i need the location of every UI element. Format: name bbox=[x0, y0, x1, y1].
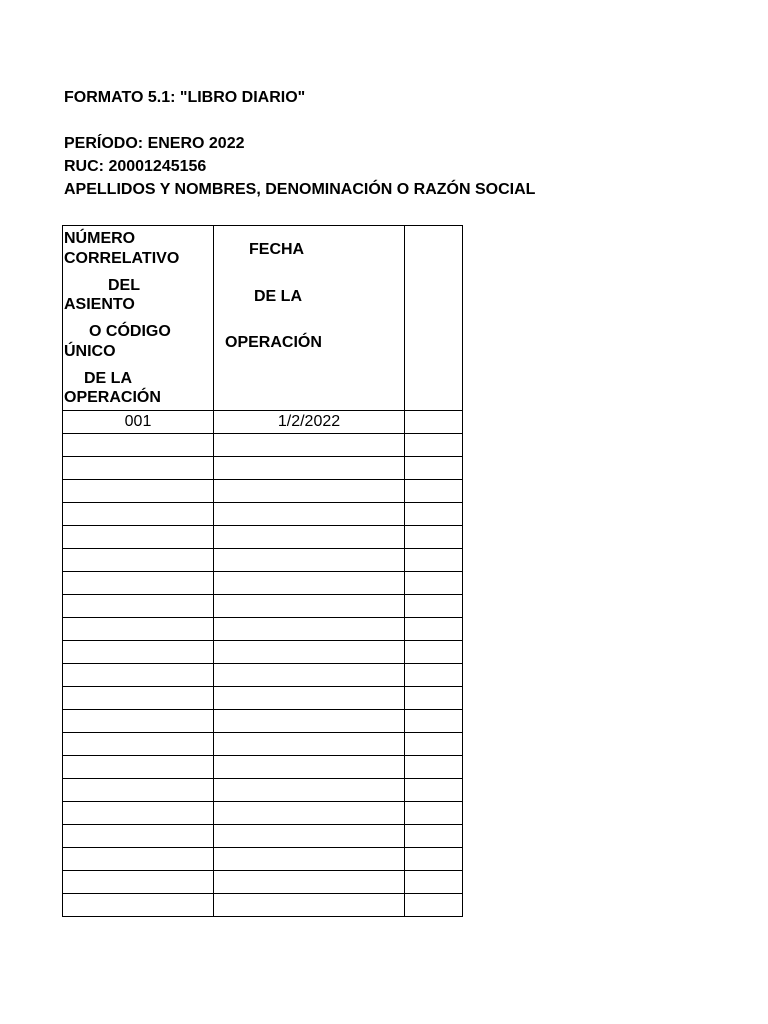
header-next-column bbox=[405, 226, 463, 411]
header-correlative-number bbox=[63, 226, 214, 411]
header-line: FECHA bbox=[249, 241, 305, 258]
table-row bbox=[63, 687, 463, 710]
table-row bbox=[63, 595, 463, 618]
cell-operation-date bbox=[214, 710, 405, 733]
table-row bbox=[63, 894, 463, 917]
cell-next-column bbox=[405, 595, 463, 618]
cell-correlative-number bbox=[63, 894, 214, 917]
cell-next-column bbox=[405, 779, 463, 802]
cell-correlative-number bbox=[63, 733, 214, 756]
table-row bbox=[63, 434, 463, 457]
period-label: PERÍODO: ENERO 2022 bbox=[64, 135, 245, 152]
header-line: NÚMERO bbox=[64, 230, 136, 247]
cell-correlative-number bbox=[63, 480, 214, 503]
table-row bbox=[63, 457, 463, 480]
cell-next-column bbox=[405, 549, 463, 572]
cell-operation-date bbox=[214, 733, 405, 756]
header-line: ASIENTO bbox=[64, 296, 135, 313]
cell-next-column bbox=[405, 434, 463, 457]
cell-correlative-number bbox=[63, 457, 214, 480]
cell-next-column bbox=[405, 618, 463, 641]
table-row bbox=[63, 664, 463, 687]
header-line: ÚNICO bbox=[64, 343, 116, 360]
cell-next-column bbox=[405, 480, 463, 503]
cell-operation-date bbox=[214, 871, 405, 894]
cell-next-column bbox=[405, 641, 463, 664]
name-label: APELLIDOS Y NOMBRES, DENOMINACIÓN O RAZÓN SOCIAL bbox=[64, 181, 536, 198]
cell-next-column bbox=[405, 802, 463, 825]
document-title: FORMATO 5.1: "LIBRO DIARIO" bbox=[64, 89, 306, 106]
table-row bbox=[63, 710, 463, 733]
table-row bbox=[63, 825, 463, 848]
header-line: DE LA bbox=[84, 370, 132, 387]
ruc-label: RUC: 20001245156 bbox=[64, 158, 207, 175]
cell-correlative-number bbox=[63, 825, 214, 848]
table-row bbox=[63, 618, 463, 641]
cell-next-column bbox=[405, 756, 463, 779]
cell-next-column bbox=[405, 526, 463, 549]
cell-operation-date bbox=[214, 526, 405, 549]
cell-correlative-number bbox=[63, 549, 214, 572]
cell-next-column bbox=[405, 848, 463, 871]
table-row bbox=[63, 411, 463, 434]
cell-correlative-number bbox=[63, 710, 214, 733]
cell-next-column bbox=[405, 411, 463, 434]
cell-operation-date bbox=[214, 802, 405, 825]
cell-operation-date bbox=[214, 894, 405, 917]
table-row bbox=[63, 572, 463, 595]
cell-correlative-number bbox=[63, 503, 214, 526]
header-line: CORRELATIVO bbox=[64, 250, 180, 267]
cell-operation-date bbox=[214, 549, 405, 572]
cell-correlative-number bbox=[63, 802, 214, 825]
cell-operation-date bbox=[214, 595, 405, 618]
header-line: OPERACIÓN bbox=[225, 334, 322, 351]
table-row bbox=[63, 871, 463, 894]
cell-correlative-number bbox=[63, 848, 214, 871]
cell-next-column bbox=[405, 710, 463, 733]
cell-operation-date bbox=[214, 848, 405, 871]
table-row bbox=[63, 756, 463, 779]
cell-correlative-number bbox=[63, 871, 214, 894]
ledger-body bbox=[63, 411, 463, 917]
ledger-table-viewport bbox=[62, 225, 405, 948]
cell-next-column bbox=[405, 503, 463, 526]
table-row bbox=[63, 526, 463, 549]
cell-next-column bbox=[405, 871, 463, 894]
header-line: DE LA bbox=[254, 288, 302, 305]
table-row bbox=[63, 503, 463, 526]
name-label-clip bbox=[64, 180, 536, 204]
cell-correlative-number bbox=[63, 572, 214, 595]
cell-operation-date bbox=[214, 779, 405, 802]
table-row bbox=[63, 733, 463, 756]
cell-correlative-number bbox=[63, 641, 214, 664]
table-row bbox=[63, 779, 463, 802]
cell-operation-date bbox=[214, 825, 405, 848]
cell-correlative-number bbox=[63, 434, 214, 457]
cell-operation-date bbox=[214, 664, 405, 687]
table-header-row bbox=[63, 226, 463, 411]
cell-correlative-number bbox=[63, 526, 214, 549]
ledger-table bbox=[62, 225, 463, 917]
header-line: OPERACIÓN bbox=[64, 389, 161, 406]
cell-correlative-number: 001 bbox=[63, 411, 214, 434]
cell-next-column bbox=[405, 687, 463, 710]
cell-next-column bbox=[405, 825, 463, 848]
table-row bbox=[63, 802, 463, 825]
table-row bbox=[63, 549, 463, 572]
cell-correlative-number bbox=[63, 618, 214, 641]
cell-correlative-number bbox=[63, 687, 214, 710]
cell-operation-date bbox=[214, 641, 405, 664]
cell-next-column bbox=[405, 733, 463, 756]
cell-operation-date bbox=[214, 687, 405, 710]
table-row bbox=[63, 480, 463, 503]
table-row bbox=[63, 848, 463, 871]
cell-operation-date bbox=[214, 572, 405, 595]
cell-operation-date bbox=[214, 618, 405, 641]
header-operation-date bbox=[214, 226, 405, 411]
cell-operation-date bbox=[214, 503, 405, 526]
header-line: DEL bbox=[108, 277, 140, 294]
cell-next-column bbox=[405, 572, 463, 595]
cell-operation-date bbox=[214, 457, 405, 480]
cell-correlative-number bbox=[63, 756, 214, 779]
table-row bbox=[63, 641, 463, 664]
cell-correlative-number bbox=[63, 595, 214, 618]
cell-operation-date: 1/2/2022 bbox=[214, 411, 405, 434]
cell-correlative-number bbox=[63, 664, 214, 687]
cell-operation-date bbox=[214, 480, 405, 503]
cell-next-column bbox=[405, 894, 463, 917]
header-line: O CÓDIGO bbox=[89, 323, 171, 340]
cell-next-column bbox=[405, 664, 463, 687]
cell-operation-date bbox=[214, 756, 405, 779]
cell-next-column bbox=[405, 457, 463, 480]
cell-operation-date bbox=[214, 434, 405, 457]
cell-correlative-number bbox=[63, 779, 214, 802]
